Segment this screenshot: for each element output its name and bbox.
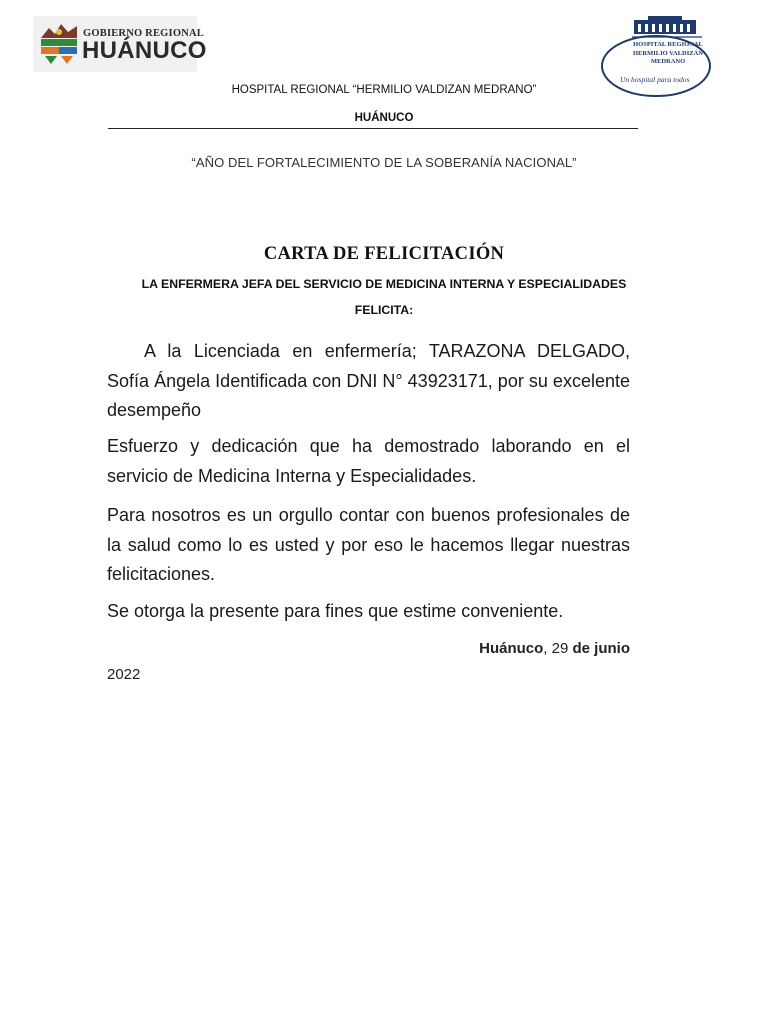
hospital-logo-line3: MEDRANO — [650, 58, 686, 65]
paragraph-pride: Para nosotros es un orgullo contar con buenos profesionales de la salud como lo es usted y por eso le hacemos llegar nuestras felicitaciones. — [107, 505, 630, 584]
letter-title: CARTA DE FELICITACIÓN — [263, 244, 505, 264]
paragraph-effort: Esfuerzo y dedicación que ha demostrado laborando en el servicio de Medicina Interna y Especialidades. — [107, 436, 630, 486]
letter-subtitle-line1: LA ENFERMERA JEFA DEL SERVICIO DE MEDICINA INTERNA Y ESPECIALIDADES — [141, 277, 627, 291]
date-year: 2022 — [107, 666, 141, 683]
hospital-logo-line2: HERMILIO VALDIZÁN — [632, 50, 703, 57]
logo-text-huanuco: HUÁNUCO — [82, 37, 207, 64]
hospital-logo-line1: HOSPITAL REGIONAL — [633, 41, 703, 48]
gobierno-regional-logo — [33, 16, 207, 72]
header-divider — [108, 128, 638, 129]
date-month: junio — [594, 640, 630, 657]
hospital-name: HOSPITAL REGIONAL “HERMILIO VALDIZAN MEDRANO” — [231, 84, 537, 96]
date-place: Huánuco — [479, 640, 544, 657]
year-motto: “AÑO DEL FORTALECIMIENTO DE LA SOBERANÍA NACIONAL” — [191, 155, 577, 170]
regional-emblem-icon — [37, 20, 81, 68]
hospital-slogan: Un hospital para todos — [620, 75, 690, 84]
date-line: Huánuco, 29 de junio — [479, 640, 630, 657]
date-day: 29 — [551, 640, 569, 657]
logo-text-gobierno: GOBIERNO REGIONAL — [83, 28, 204, 39]
letter-subtitle-line2: FELICITA: — [354, 303, 414, 317]
city-header: HUÁNUCO — [354, 112, 414, 124]
paragraph-recipient: A la Licenciada en enfermería; TARAZONA DELGADO, Sofía Ángela Identificada con DNI N° 43923171, por su excelente desempeño — [107, 341, 630, 420]
paragraph-closing: Se otorga la presente para fines que estime conveniente. — [107, 601, 564, 621]
date-de: de — [572, 640, 590, 657]
